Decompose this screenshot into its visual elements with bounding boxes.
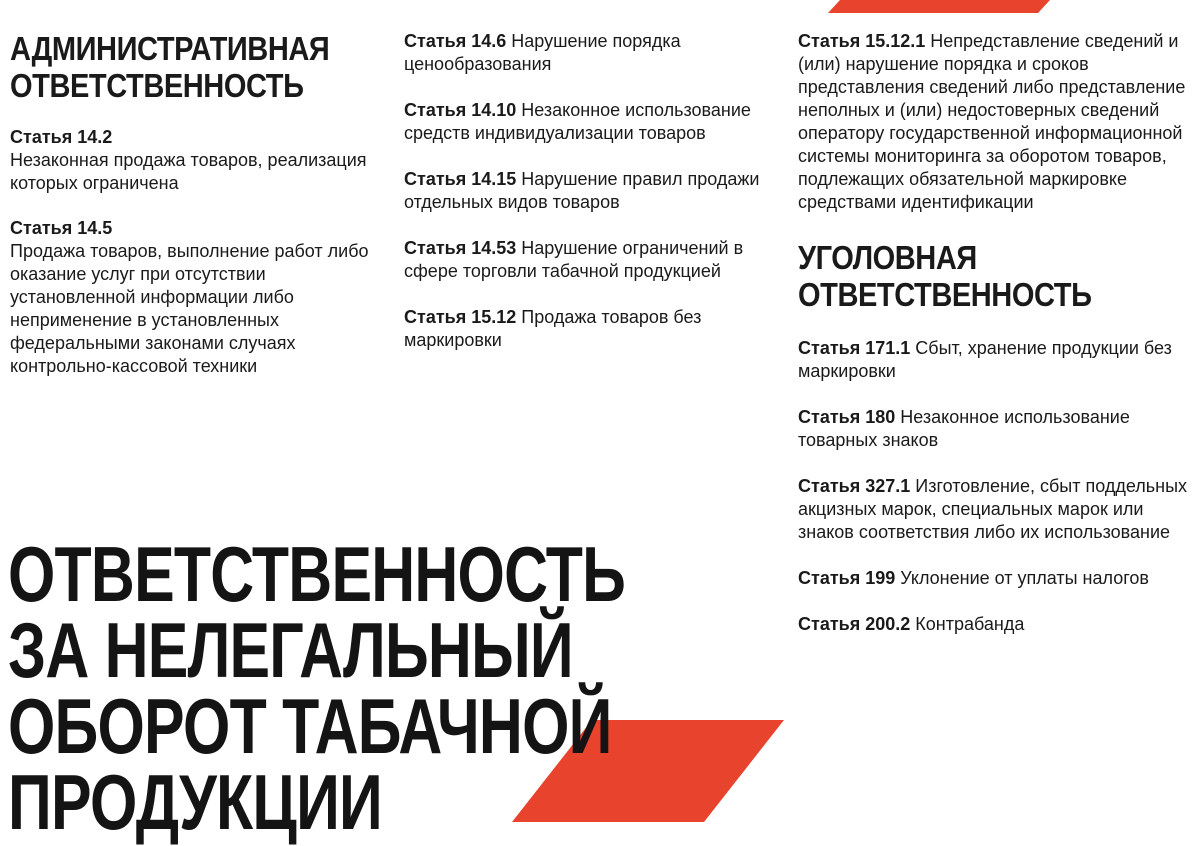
article-description: Уклонение от уплаты налогов [900,568,1149,588]
article-description: Нарушение правил продажи отдельных видов товаров [404,169,760,212]
article-number: Статья 327.1 [798,476,911,496]
article-14-15 [404,168,776,214]
page-title-line: ПРОДУКЦИИ [8,758,382,846]
article-199 [798,567,1190,590]
decorative-stripe-top [828,0,1050,13]
article-description: Контрабанда [915,614,1025,634]
article-number: Статья 200.2 [798,614,911,634]
article-14-5 [10,217,382,378]
article-number: Статья 14.5 [10,218,113,238]
article-14-2 [10,126,382,195]
article-description: Сбыт, хранение продукции без маркировки [798,338,1172,381]
article-description: Незаконное использование средств индивидуализации товаров [404,100,751,143]
page-title [8,530,626,846]
article-description: Нарушение ограничений в сфере торговли табачной продукцией [404,238,744,281]
page-title-line: ОТВЕТСТВЕННОСТЬ [8,530,626,619]
article-number: Статья 199 [798,568,896,588]
article-description: Непредставление сведений и (или) нарушение порядка и сроков представления сведений либо представление неполных и (или) недостоверных сведений оператору государственной информационной системы мониторинга за оборотом товаров, подлежащих обязательной маркировке средствами идентификации [798,31,1186,212]
article-14-6 [404,30,776,76]
article-description: Продажа товаров, выполнение работ либо оказание услуг при отсутствии установленной информации либо неприменение в установленных федеральными законами случаях контрольно-кассовой техники [10,241,369,376]
article-327-1 [798,475,1190,544]
article-number: Статья 14.15 [404,169,517,189]
article-number: Статья 15.12.1 [798,31,926,51]
page-title-line: ЗА НЕЛЕГАЛЬНЫЙ [8,606,573,695]
admin-liability-column-2 [404,30,776,375]
article-171-1 [798,337,1190,383]
article-number: Статья 14.10 [404,100,517,120]
article-200-2 [798,613,1190,636]
article-14-10 [404,99,776,145]
article-description: Незаконное использование товарных знаков [798,407,1130,450]
article-number: Статья 15.12 [404,307,517,327]
article-15-12-1 [798,30,1190,214]
admin-liability-heading: АДМИНИСТРАТИВНАЯ ОТВЕТСТВЕННОСТЬ [10,30,330,104]
article-number: Статья 14.53 [404,238,517,258]
article-14-53 [404,237,776,283]
admin-liability-column [10,30,382,400]
article-15-12 [404,306,776,352]
right-column [798,30,1190,659]
article-description: Нарушение порядка ценообразования [404,31,681,74]
article-180 [798,406,1190,452]
article-number: Статья 180 [798,407,896,427]
article-number: Статья 14.6 [404,31,507,51]
page-title-line: ОБОРОТ ТАБАЧНОЙ [8,682,612,771]
article-description: Изготовление, сбыт поддельных акцизных марок, специальных марок или знаков соответствия либо их использование [798,476,1188,542]
article-number: Статья 14.2 [10,127,113,147]
criminal-liability-heading: УГОЛОВНАЯ ОТВЕТСТВЕННОСТЬ [798,239,1092,313]
article-number: Статья 171.1 [798,338,911,358]
article-description: Незаконная продажа товаров, реализация которых ограничена [10,150,367,193]
article-description: Продажа товаров без маркировки [404,307,702,350]
